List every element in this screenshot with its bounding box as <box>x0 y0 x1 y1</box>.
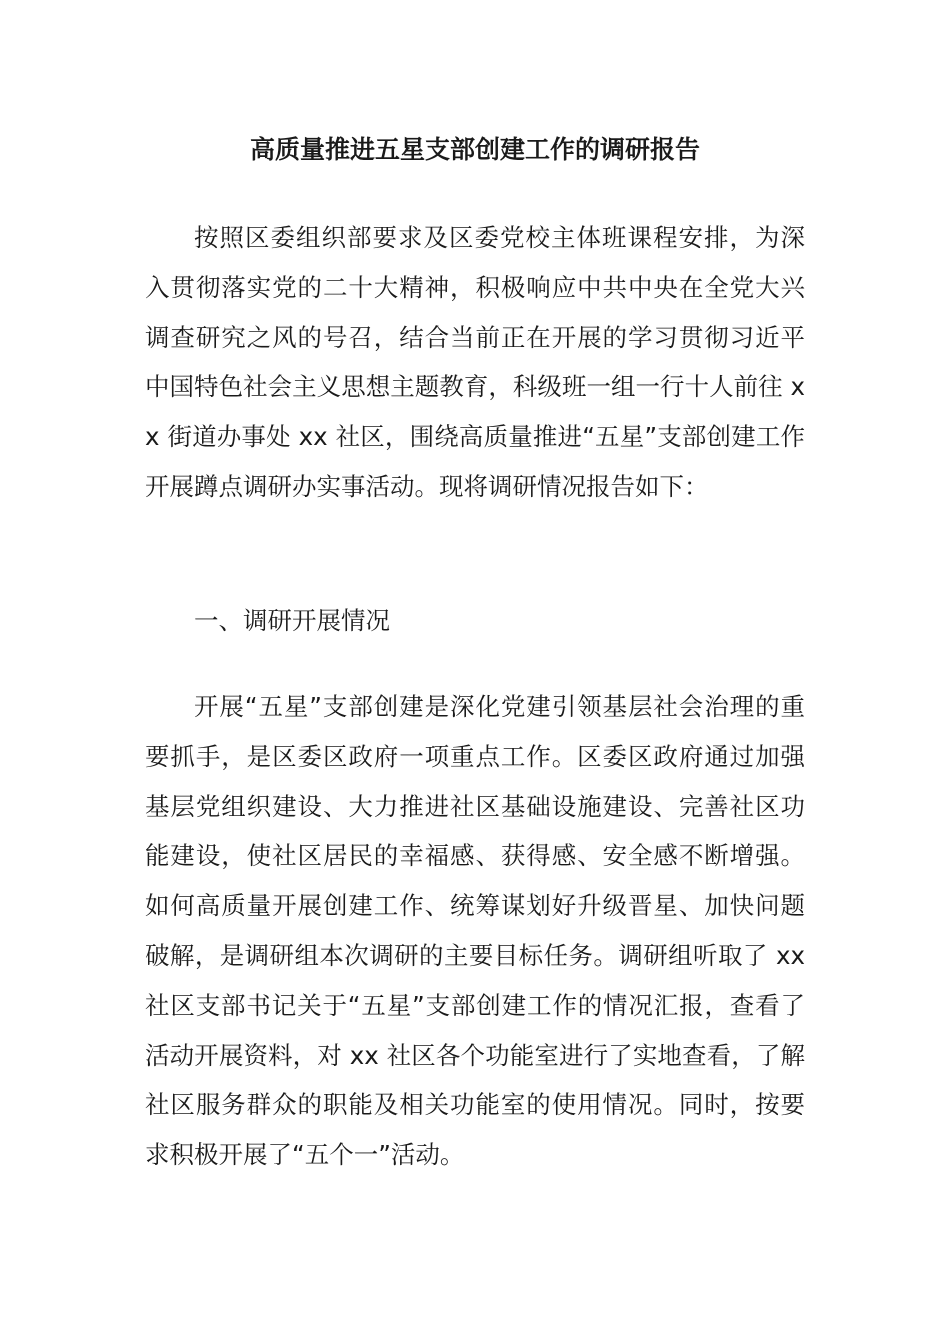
document-title: 高质量推进五星支部创建工作的调研报告 <box>249 135 700 164</box>
body-paragraph: 开展“五星”支部创建是深化党建引领基层社会治理的重要抓手，是区委区政府一项重点工作。区委区政府通过加强基层党组织建设、大力推进社区基础设施建设、完善社区功能建设，使社区居民的幸福感、获得感、安全感不断增强。如何高质量开展创建工作、统筹谋划好升级晋星、加快问题破解，是调研组本次调研的主要目标任务。调研组听取了 xx 社区支部书记关于“五星”支部创建工作的情况汇报，查看了活动开展资料，对 xx 社区各个功能室进行了实地查看，了解社区服务群众的职能及相关功能室的使用情况。同时，按要求积极开展了“五个一”活动。 <box>145 692 805 1170</box>
section-heading: 一、调研开展情况 <box>194 606 390 635</box>
intro-paragraph: 按照区委组织部要求及区委党校主体班课程安排，为深入贯彻落实党的二十大精神，积极响应中共中央在全党大兴调查研究之风的号召，结合当前正在开展的学习贯彻习近平中国特色社会主义思想主题教育，科级班一组一行十人前往 xx 街道办事处 xx 社区，围绕高质量推进“五星”支部创建工作开展蹲点调研办实事活动。现将调研情况报告如下： <box>145 223 805 501</box>
